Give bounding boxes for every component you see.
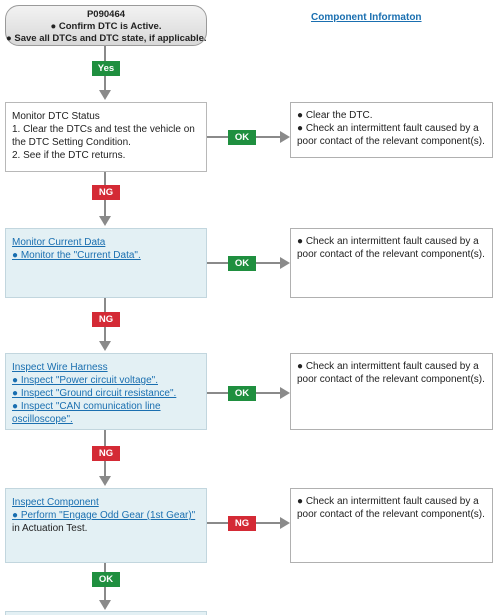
arrow-right-icon: [280, 257, 290, 269]
ok-badge: OK: [228, 386, 256, 401]
step-monitor-dtc-status: [5, 102, 207, 172]
start-node: [5, 5, 207, 46]
power-circuit-link[interactable]: ● Inspect "Power circuit voltage".: [12, 375, 158, 386]
step-line: 2. See if the DTC returns.: [12, 150, 126, 161]
yes-badge: Yes: [92, 61, 120, 76]
result-box-3: [290, 353, 493, 430]
step-title-link[interactable]: Monitor Current Data: [12, 237, 106, 248]
start-line-2: ● Save all DTCs and DTC state, if applicable.: [6, 33, 207, 44]
ng-badge: NG: [92, 446, 120, 461]
result-line: ● Check an intermittent fault caused by a poor contact of the relevant component(s).: [297, 496, 485, 520]
can-line-link[interactable]: ● Inspect "CAN comunication line oscilloscope".: [12, 401, 161, 425]
ok-badge: OK: [228, 256, 256, 271]
step-inspect-wire-harness[interactable]: [5, 353, 207, 430]
result-line: ● Clear the DTC.: [297, 110, 373, 121]
arrow-right-icon: [280, 517, 290, 529]
actuation-test-link[interactable]: ● Perform "Engage Odd Gear (1st Gear)": [12, 510, 196, 521]
result-line: ● Check an intermittent fault caused by a poor contact of the relevant component(s).: [297, 361, 485, 385]
dtc-code: P090464: [86, 9, 126, 20]
arrow-right-icon: [280, 387, 290, 399]
step-inspect-component[interactable]: [5, 488, 207, 563]
arrow-right-icon: [280, 131, 290, 143]
result-box-1: [290, 102, 493, 158]
ok-badge: OK: [228, 130, 256, 145]
arrow-down-icon: [99, 216, 111, 226]
step-line: in Actuation Test.: [12, 523, 88, 534]
result-box-4: [290, 488, 493, 563]
component-information-link[interactable]: Component Informaton: [311, 12, 422, 23]
arrow-down-icon: [99, 90, 111, 100]
step-title: Monitor DTC Status: [12, 111, 100, 122]
arrow-down-icon: [99, 341, 111, 351]
step-line: 1. Clear the DTCs and test the vehicle on the DTC Setting Condition.: [12, 124, 195, 148]
next-step-box: [5, 611, 207, 615]
step-monitor-current-data[interactable]: [5, 228, 207, 298]
arrow-down-icon: [99, 476, 111, 486]
ng-badge: NG: [92, 185, 120, 200]
step-title-link[interactable]: Inspect Wire Harness: [12, 362, 108, 373]
step-title-link[interactable]: Inspect Component: [12, 497, 99, 508]
current-data-link[interactable]: ● Monitor the "Current Data".: [12, 250, 141, 261]
result-line: ● Check an intermittent fault caused by a poor contact of the relevant component(s).: [297, 236, 485, 260]
result-line: ● Check an intermittent fault caused by a poor contact of the relevant component(s).: [297, 123, 485, 147]
ok-badge: OK: [92, 572, 120, 587]
start-line-1: ● Confirm DTC is Active.: [50, 21, 162, 32]
arrow-down-icon: [99, 600, 111, 610]
ng-badge: NG: [228, 516, 256, 531]
ng-badge: NG: [92, 312, 120, 327]
result-box-2: [290, 228, 493, 298]
ground-circuit-link[interactable]: ● Inspect "Ground circuit resistance".: [12, 388, 177, 399]
